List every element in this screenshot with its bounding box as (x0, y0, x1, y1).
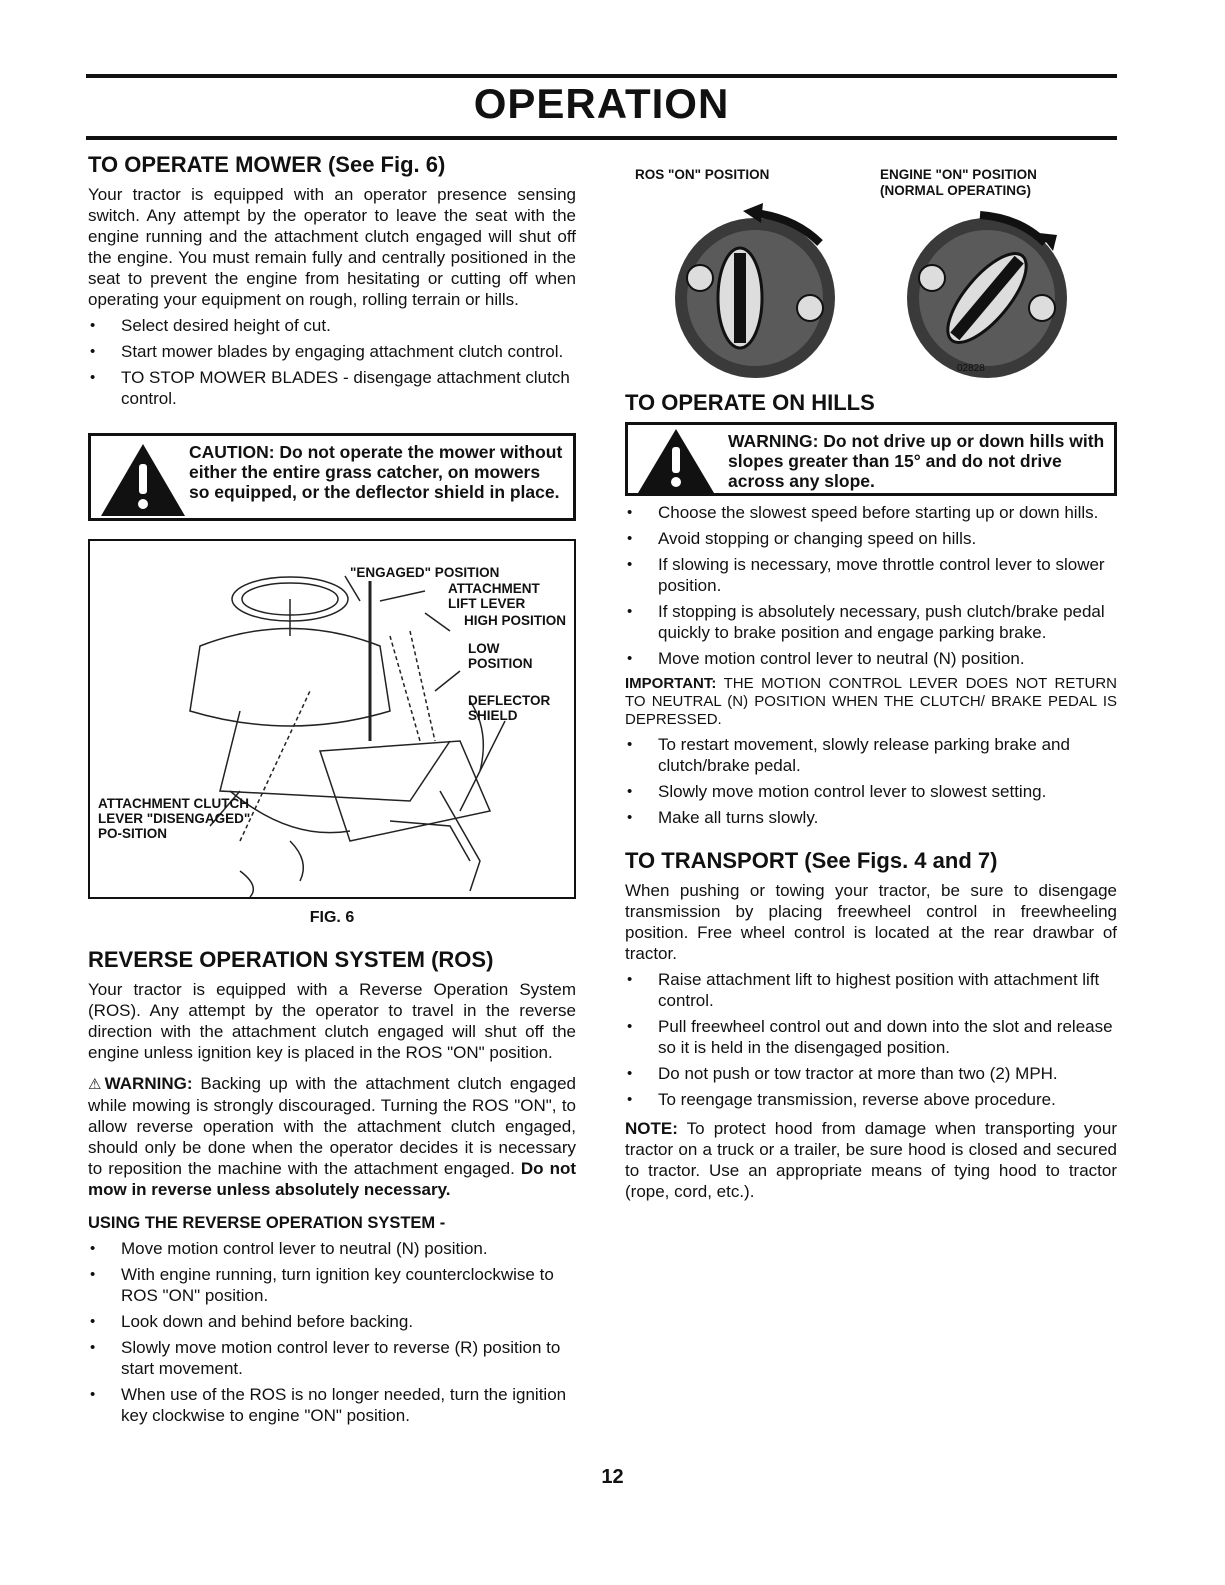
attachment-lift-label: ATTACHMENT LIFT LEVER (448, 581, 540, 611)
hills-bullets (625, 502, 1117, 669)
high-position-label: HIGH POSITION (464, 613, 567, 628)
list-item: • Pull freewheel control out and down into the slot and release so it is held in the disengaged position. (625, 1016, 1117, 1058)
engine-on-label: ENGINE "ON" POSITION (NORMAL OPERATING) (880, 167, 1037, 198)
list-item: • Move motion control lever to neutral (N) position. (88, 1238, 576, 1259)
ros-heading: REVERSE OPERATION SYSTEM (ROS) (88, 947, 494, 972)
hills-warning-text: WARNING: Do not drive up or down hills with slopes greater than 15° and do not drive across any slope. (728, 431, 1105, 491)
title-rule (86, 136, 1117, 140)
mower-bullets (88, 315, 576, 409)
transport-intro: When pushing or towing your tractor, be sure to disengage transmission by placing freewheel control in freewheeling position. Free wheel control is located at the rear drawbar of tractor. (625, 881, 1117, 963)
transport-note (625, 1118, 1117, 1202)
ros-warning (88, 1073, 576, 1200)
ros-intro: Your tractor is equipped with a Reverse Operation System (ROS). Any attempt by the operator to travel in the reverse direction with the attachment clutch engaged will shut off the engine unless ignition key is placed in the ROS "ON" position. (88, 980, 576, 1062)
list-item: • To restart movement, slowly release parking brake and clutch/brake pedal. (625, 734, 1117, 776)
caution-text: CAUTION: Do not operate the mower without either the entire grass catcher, on mowers so equipped, or the deflector shield in place. (189, 442, 563, 502)
ignition-figure (625, 165, 1117, 380)
engaged-label: "ENGAGED" POSITION (350, 565, 500, 580)
list-item: • Choose the slowest speed before starting up or down hills. (625, 502, 1117, 523)
list-item: • Select desired height of cut. (88, 315, 576, 336)
important-text: THE MOTION CONTROL LEVER DOES NOT RETURN TO NEUTRAL (N) POSITION WHEN THE CLUTCH/ BRAKE PEDAL IS DEPRESSED. (625, 675, 1117, 728)
list-item: • Do not push or tow tractor at more than two (2) MPH. (625, 1063, 1117, 1084)
important-note (625, 675, 1117, 729)
mower-heading: TO OPERATE MOWER (See Fig. 6) (88, 152, 446, 177)
list-item: • If slowing is necessary, move throttle control lever to slower position. (625, 554, 1117, 596)
list-item: • Move motion control lever to neutral (N) position. (625, 648, 1117, 669)
list-item: • When use of the ROS is no longer needed, turn the ignition key clockwise to engine "ON" position. (88, 1384, 576, 1426)
important-label: IMPORTANT: (625, 675, 717, 692)
top-rule (86, 74, 1117, 78)
left-column (88, 152, 576, 1426)
transport-heading: TO TRANSPORT (See Figs. 4 and 7) (625, 848, 998, 873)
ignition-knobs-icon (625, 203, 1117, 383)
deflector-label: DEFLECTOR SHIELD (468, 693, 551, 723)
list-item: • Avoid stopping or changing speed on hills. (625, 528, 1117, 549)
warning-icon: ⚠ (88, 1076, 105, 1093)
list-item: • Make all turns slowly. (625, 807, 1117, 828)
list-item: • If stopping is absolutely necessary, push clutch/brake pedal quickly to brake position and engage parking brake. (625, 601, 1117, 643)
list-item: • Start mower blades by engaging attachment clutch control. (88, 341, 576, 362)
ros-bullets (88, 1238, 576, 1426)
page-title: OPERATION (473, 80, 730, 127)
ros-warning-label: WARNING: (104, 1074, 193, 1093)
page-number: 12 (601, 1466, 624, 1488)
note-label: NOTE: (625, 1119, 678, 1138)
hills-bullets-2 (625, 734, 1117, 828)
list-item: • Look down and behind before backing. (88, 1311, 576, 1332)
list-item: • Slowly move motion control lever to slowest setting. (625, 781, 1117, 802)
figure-caption: FIG. 6 (309, 909, 355, 926)
list-item: • Raise attachment lift to highest position with attachment lift control. (625, 969, 1117, 1011)
transport-bullets (625, 969, 1117, 1110)
figure-code: 02828 (957, 363, 985, 374)
mower-intro: Your tractor is equipped with an operator presence sensing switch. Any attempt by the operator to leave the seat with the engine running and the attachment clutch engaged will shut off the engine. You must remain fully and centrally positioned in the seat to prevent the engine from hesitating or cutting off when operating your equipment on rough, rolling terrain or hills. (88, 185, 576, 309)
list-item: • Slowly move motion control lever to reverse (R) position to start movement. (88, 1337, 576, 1379)
list-item: • With engine running, turn ignition key counterclockwise to ROS "ON" position. (88, 1264, 576, 1306)
warning-triangle-icon (636, 427, 716, 495)
ros-warning-bold: Do not mow in reverse unless absolutely necessary. (88, 1159, 576, 1199)
right-column (625, 165, 1117, 1202)
hills-heading: TO OPERATE ON HILLS (625, 390, 875, 415)
list-item: • TO STOP MOWER BLADES - disengage attachment clutch control. (88, 367, 576, 409)
list-item: • To reengage transmission, reverse above procedure. (625, 1089, 1117, 1110)
hills-warning-box (625, 422, 1117, 496)
caution-box (88, 433, 576, 521)
clutch-lever-label: ATTACHMENT CLUTCH LEVER "DISENGAGED" PO-SITION (98, 796, 251, 841)
figure-6 (88, 539, 576, 899)
ros-on-label: ROS "ON" POSITION (635, 167, 770, 182)
note-text: To protect hood from damage when transporting your tractor on a truck or a trailer, be sure hood is closed and secured to tractor. Use an appropriate means of tying hood to tractor (rope, cord, etc.). (625, 1119, 1117, 1201)
low-position-label: LOW POSITION (468, 641, 533, 671)
warning-triangle-icon (99, 442, 187, 518)
ros-warning-text: Backing up with the attachment clutch engaged while mowing is strongly discouraged. Turning the ROS "ON", to allow reverse operation with the attachment clutch engaged, should only be done when the operator decides it is necessary to reposition the machine with the attachment engaged. (88, 1074, 576, 1178)
ros-subheading: USING THE REVERSE OPERATION SYSTEM - (88, 1214, 446, 1232)
